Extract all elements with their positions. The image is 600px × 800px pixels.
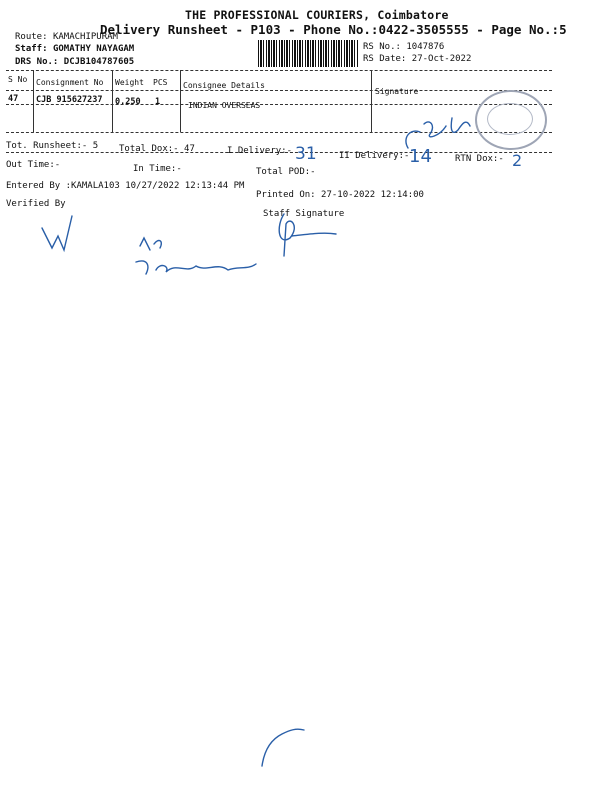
in-time: In Time:- xyxy=(133,164,182,174)
runsheet-title: Delivery Runsheet - P103 - Phone No.:0422-3505555 - Page No.:5 xyxy=(100,22,567,37)
rs-date-value: 27-Oct-2022 xyxy=(411,54,472,64)
header-weight: Weight xyxy=(115,78,144,87)
row-sno: 47 xyxy=(8,94,19,104)
total-pod: Total POD:- xyxy=(256,167,316,177)
bottom-stroke xyxy=(262,729,304,766)
route-value: KAMACHIPURAM xyxy=(52,32,118,42)
rs-no-value: 1047876 xyxy=(406,42,445,52)
header-sno: S No xyxy=(8,75,28,84)
name-signature xyxy=(136,261,256,274)
tot-runsheet: Tot. Runsheet:- 5 xyxy=(6,141,99,151)
i-delivery-handwritten: 31 xyxy=(295,144,317,164)
rs-no-label: RS No.: xyxy=(363,42,401,52)
rtn-dox-handwritten: 2 xyxy=(512,151,523,170)
printed-on: Printed On: 27-10-2022 12:14:00 xyxy=(256,190,424,200)
row-consignment: CJB 915627237 xyxy=(36,95,103,105)
initials-mark xyxy=(140,238,161,250)
rtn-dox-label: RTN Dox:- xyxy=(455,154,504,164)
staff-signature xyxy=(279,214,336,256)
staff-label: Staff: xyxy=(15,44,48,54)
drs-label: DRS No.: xyxy=(15,57,59,67)
staff-signature-label: Staff Signature xyxy=(263,209,345,219)
drs-value: DCJB104787605 xyxy=(63,57,135,67)
verified-signature xyxy=(42,216,72,250)
header-consignee: Consignee Details xyxy=(183,81,265,90)
verified-by: Verified By xyxy=(6,199,66,209)
ii-delivery-handwritten: 14 xyxy=(409,146,432,167)
row-weight: 0.250 xyxy=(115,97,141,107)
i-delivery-label: I Delivery:- xyxy=(227,146,293,156)
staff-value: GOMATHY NAYAGAM xyxy=(52,44,135,54)
row-consignee: INDIAN OVERSEAS xyxy=(188,101,261,110)
ii-delivery-label: II Delivery:- xyxy=(339,151,410,161)
row-pcs: 1 xyxy=(155,97,161,107)
rs-date-label: RS Date: xyxy=(363,54,407,64)
out-time: Out Time:- xyxy=(6,160,61,170)
header-pcs: PCS xyxy=(153,78,168,87)
company-name: THE PROFESSIONAL COURIERS, Coimbatore xyxy=(185,8,449,22)
entered-by: Entered By :KAMALA103 10/27/2022 12:13:44 PM xyxy=(6,181,245,191)
header-signature: Signature xyxy=(375,87,419,96)
route-label: Route: xyxy=(15,32,48,42)
total-dox: Total Dox:- 47 xyxy=(119,144,195,154)
consignee-signature xyxy=(406,118,470,148)
header-consignment: Consignment No xyxy=(36,78,104,87)
